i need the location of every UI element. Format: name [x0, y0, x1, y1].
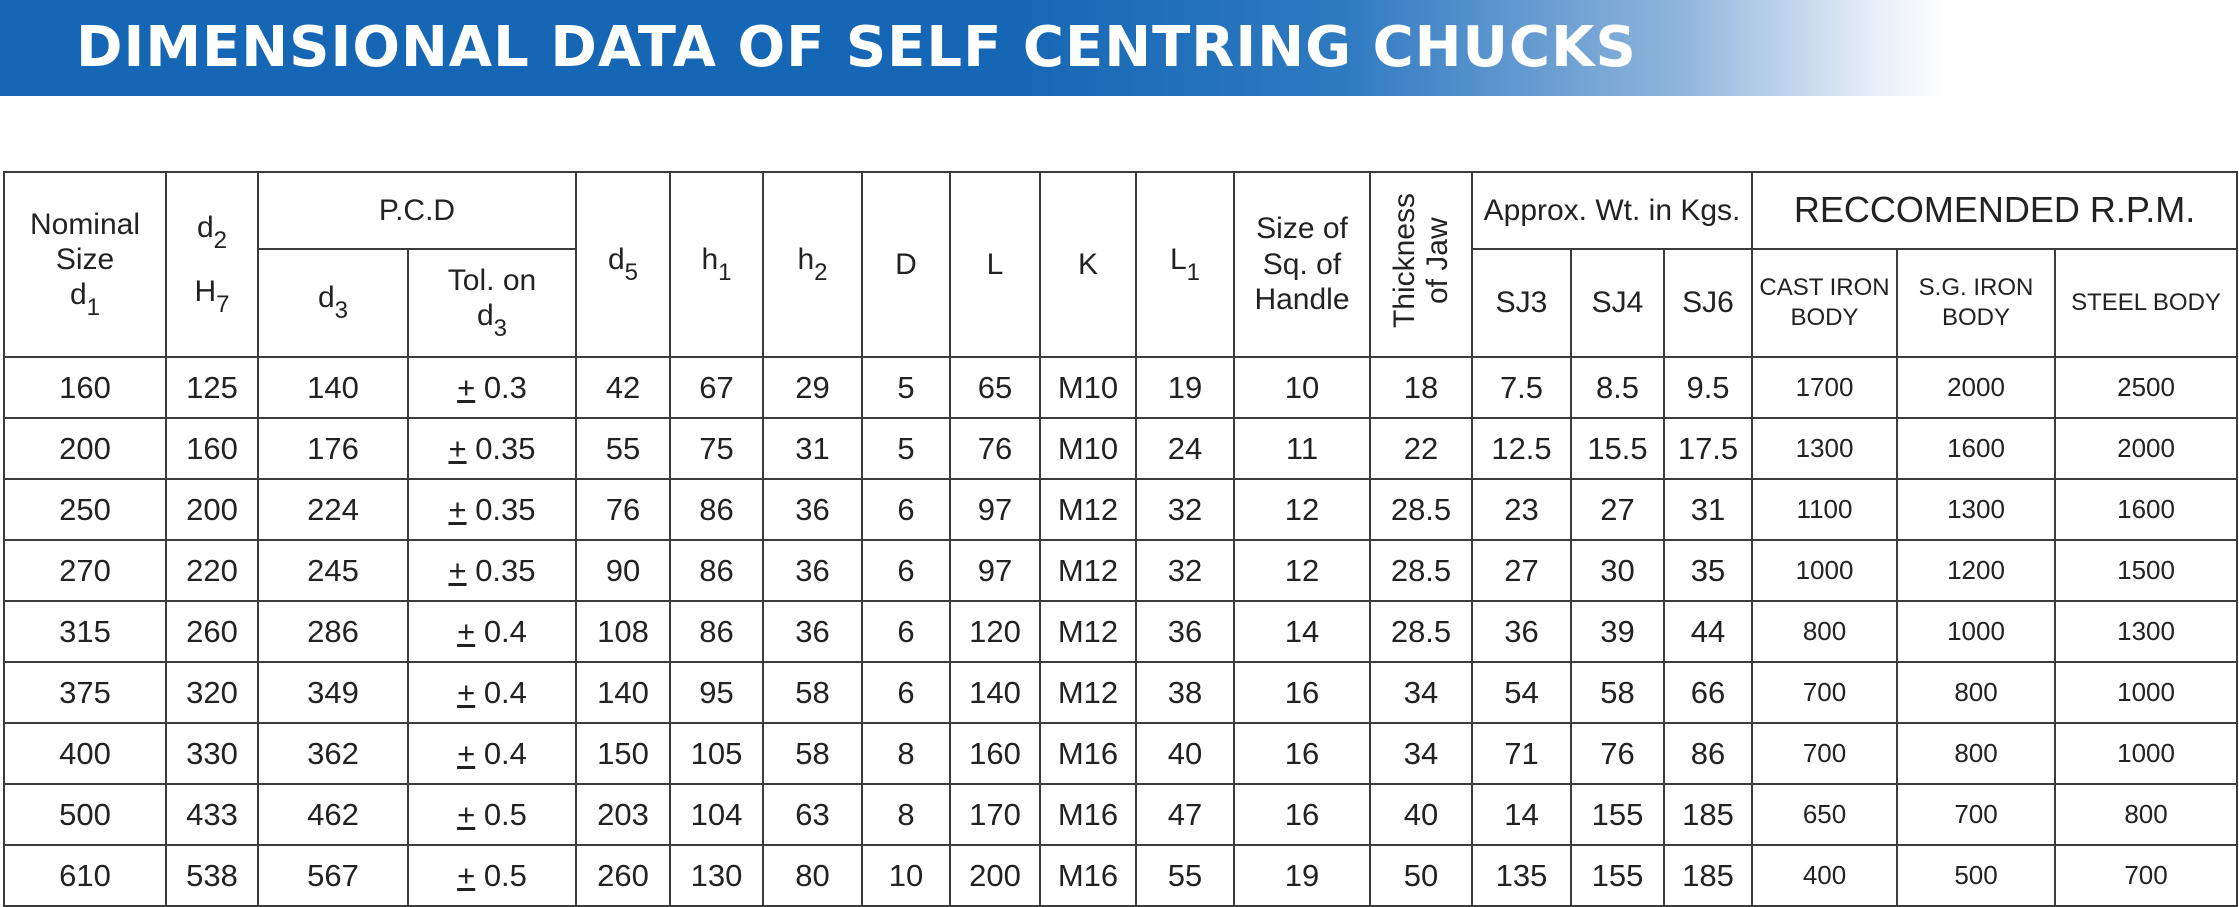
cell-weight-sj3: 14	[1472, 784, 1571, 845]
cell-rpm-cast-iron: 700	[1752, 662, 1897, 723]
plus-minus-sign: +	[457, 796, 476, 832]
cell-jaw-thickness: 18	[1370, 357, 1472, 418]
cell-K: M12	[1040, 540, 1136, 601]
cell-weight-sj4: 155	[1571, 784, 1664, 845]
cell-h2: 36	[763, 540, 862, 601]
cell-h2: 36	[763, 479, 862, 540]
header-pcd: P.C.D	[258, 172, 576, 249]
page-title: DIMENSIONAL DATA OF SELF CENTRING CHUCKS	[76, 15, 1637, 80]
cell-rpm-sg-iron: 2000	[1897, 357, 2055, 418]
cell-D: 10	[862, 845, 950, 906]
plus-minus-sign: +	[448, 552, 467, 588]
cell-rpm-sg-iron: 1000	[1897, 601, 2055, 662]
cell-tolerance	[408, 723, 576, 784]
cell-weight-sj6: 9.5	[1664, 357, 1752, 418]
cell-weight-sj6: 66	[1664, 662, 1752, 723]
cell-nominal-size: 375	[4, 662, 166, 723]
cell-rpm-cast-iron: 1100	[1752, 479, 1897, 540]
tolerance-value: 0.3	[483, 369, 527, 405]
plus-minus-sign: +	[457, 613, 476, 649]
cell-rpm-cast-iron: 650	[1752, 784, 1897, 845]
cell-d3: 286	[258, 601, 408, 662]
cell-d3: 462	[258, 784, 408, 845]
cell-K: M10	[1040, 357, 1136, 418]
cell-jaw-thickness: 50	[1370, 845, 1472, 906]
cell-weight-sj3: 23	[1472, 479, 1571, 540]
plus-minus-sign: +	[448, 491, 467, 527]
cell-tolerance	[408, 662, 576, 723]
cell-nominal-size: 400	[4, 723, 166, 784]
cell-jaw-thickness: 34	[1370, 723, 1472, 784]
plus-minus-sign: +	[457, 369, 476, 405]
tolerance-value: 0.35	[475, 491, 536, 527]
cell-L1: 32	[1136, 479, 1234, 540]
cell-d3: 245	[258, 540, 408, 601]
cell-D: 8	[862, 784, 950, 845]
tolerance-value: 0.4	[483, 674, 527, 710]
cell-h1: 86	[670, 540, 763, 601]
cell-h2: 63	[763, 784, 862, 845]
header-d3: $d_3$	[258, 249, 408, 357]
cell-tolerance	[408, 784, 576, 845]
cell-tolerance	[408, 845, 576, 906]
table-row	[4, 784, 2237, 845]
cell-L1: 38	[1136, 662, 1234, 723]
table-body	[4, 357, 2237, 906]
cell-weight-sj3: 54	[1472, 662, 1571, 723]
cell-weight-sj4: 58	[1571, 662, 1664, 723]
cell-weight-sj4: 76	[1571, 723, 1664, 784]
cell-weight-sj6: 185	[1664, 784, 1752, 845]
cell-nominal-size: 500	[4, 784, 166, 845]
cell-handle-size: 11	[1234, 418, 1370, 479]
cell-weight-sj4: 27	[1571, 479, 1664, 540]
cell-weight-sj3: 12.5	[1472, 418, 1571, 479]
header-sj6: SJ6	[1664, 249, 1752, 357]
cell-nominal-size: 315	[4, 601, 166, 662]
cell-tolerance	[408, 479, 576, 540]
cell-weight-sj4: 39	[1571, 601, 1664, 662]
table-row	[4, 479, 2237, 540]
header-h2: $h_2$	[763, 172, 862, 357]
header-D: D	[862, 172, 950, 357]
cell-weight-sj6: 35	[1664, 540, 1752, 601]
cell-D: 5	[862, 418, 950, 479]
cell-jaw-thickness: 28.5	[1370, 479, 1472, 540]
cell-rpm-cast-iron: 1300	[1752, 418, 1897, 479]
cell-L: 65	[950, 357, 1040, 418]
cell-rpm-cast-iron: 800	[1752, 601, 1897, 662]
title-banner	[0, 0, 2239, 96]
cell-d2: 220	[166, 540, 258, 601]
cell-weight-sj6: 17.5	[1664, 418, 1752, 479]
cell-d5: 55	[576, 418, 670, 479]
header-steel-body: STEEL BODY	[2055, 249, 2237, 357]
cell-rpm-cast-iron: 700	[1752, 723, 1897, 784]
cell-tolerance	[408, 418, 576, 479]
header-approx-weight: Approx. Wt. in Kgs.	[1472, 172, 1752, 249]
cell-rpm-sg-iron: 500	[1897, 845, 2055, 906]
cell-h1: 75	[670, 418, 763, 479]
cell-rpm-steel: 1000	[2055, 662, 2237, 723]
cell-rpm-cast-iron: 1700	[1752, 357, 1897, 418]
cell-h1: 86	[670, 479, 763, 540]
cell-K: M10	[1040, 418, 1136, 479]
cell-weight-sj4: 155	[1571, 845, 1664, 906]
cell-rpm-sg-iron: 700	[1897, 784, 2055, 845]
table-row	[4, 601, 2237, 662]
tolerance-value: 0.5	[483, 796, 527, 832]
header-h1: $h_1$	[670, 172, 763, 357]
dimensional-data-table	[3, 171, 2238, 907]
cell-d5: 90	[576, 540, 670, 601]
cell-rpm-steel: 700	[2055, 845, 2237, 906]
cell-rpm-sg-iron: 800	[1897, 662, 2055, 723]
cell-d5: 140	[576, 662, 670, 723]
cell-d5: 108	[576, 601, 670, 662]
cell-rpm-steel: 1500	[2055, 540, 2237, 601]
cell-handle-size: 14	[1234, 601, 1370, 662]
cell-d2: 260	[166, 601, 258, 662]
cell-rpm-steel: 2500	[2055, 357, 2237, 418]
table-row	[4, 540, 2237, 601]
plus-minus-sign: +	[457, 857, 476, 893]
header-jaw-thickness: Thickness of Jaw	[1370, 172, 1472, 357]
cell-weight-sj6: 31	[1664, 479, 1752, 540]
cell-d3: 224	[258, 479, 408, 540]
cell-d2: 320	[166, 662, 258, 723]
cell-rpm-sg-iron: 1300	[1897, 479, 2055, 540]
cell-K: M12	[1040, 601, 1136, 662]
table-row	[4, 845, 2237, 906]
cell-weight-sj3: 135	[1472, 845, 1571, 906]
tolerance-value: 0.4	[483, 613, 527, 649]
header-d2-h7: $d_2$ $H_7$	[166, 172, 258, 357]
header-L: L	[950, 172, 1040, 357]
cell-weight-sj6: 44	[1664, 601, 1752, 662]
cell-d5: 42	[576, 357, 670, 418]
cell-jaw-thickness: 28.5	[1370, 540, 1472, 601]
cell-jaw-thickness: 34	[1370, 662, 1472, 723]
header-K: K	[1040, 172, 1136, 357]
cell-d2: 330	[166, 723, 258, 784]
cell-nominal-size: 160	[4, 357, 166, 418]
cell-d3: 362	[258, 723, 408, 784]
cell-L: 97	[950, 540, 1040, 601]
table-row	[4, 357, 2237, 418]
cell-weight-sj3: 71	[1472, 723, 1571, 784]
cell-h1: 105	[670, 723, 763, 784]
cell-L: 160	[950, 723, 1040, 784]
cell-tolerance	[408, 357, 576, 418]
cell-d5: 260	[576, 845, 670, 906]
cell-nominal-size: 610	[4, 845, 166, 906]
header-nominal-size: Nominal Size $d_1$	[4, 172, 166, 357]
tolerance-value: 0.4	[483, 735, 527, 771]
cell-weight-sj4: 8.5	[1571, 357, 1664, 418]
header-cast-iron-body: CAST IRON BODY	[1752, 249, 1897, 357]
cell-handle-size: 19	[1234, 845, 1370, 906]
cell-L1: 40	[1136, 723, 1234, 784]
cell-K: M12	[1040, 662, 1136, 723]
cell-L1: 47	[1136, 784, 1234, 845]
cell-h1: 95	[670, 662, 763, 723]
cell-jaw-thickness: 28.5	[1370, 601, 1472, 662]
cell-weight-sj3: 27	[1472, 540, 1571, 601]
cell-d5: 150	[576, 723, 670, 784]
cell-jaw-thickness: 40	[1370, 784, 1472, 845]
cell-d3: 567	[258, 845, 408, 906]
cell-rpm-steel: 1600	[2055, 479, 2237, 540]
cell-h2: 31	[763, 418, 862, 479]
cell-weight-sj6: 185	[1664, 845, 1752, 906]
cell-nominal-size: 200	[4, 418, 166, 479]
cell-tolerance	[408, 601, 576, 662]
cell-L: 170	[950, 784, 1040, 845]
cell-L: 200	[950, 845, 1040, 906]
tolerance-value: 0.5	[483, 857, 527, 893]
cell-h2: 29	[763, 357, 862, 418]
plus-minus-sign: +	[457, 674, 476, 710]
cell-rpm-sg-iron: 1200	[1897, 540, 2055, 601]
cell-D: 5	[862, 357, 950, 418]
cell-rpm-sg-iron: 1600	[1897, 418, 2055, 479]
header-recommended-rpm: RECCOMENDED R.P.M.	[1752, 172, 2237, 249]
cell-nominal-size: 270	[4, 540, 166, 601]
cell-handle-size: 16	[1234, 723, 1370, 784]
cell-rpm-steel: 800	[2055, 784, 2237, 845]
table-row	[4, 662, 2237, 723]
cell-L1: 24	[1136, 418, 1234, 479]
cell-nominal-size: 250	[4, 479, 166, 540]
cell-jaw-thickness: 22	[1370, 418, 1472, 479]
plus-minus-sign: +	[448, 430, 467, 466]
cell-h1: 67	[670, 357, 763, 418]
cell-D: 8	[862, 723, 950, 784]
cell-K: M16	[1040, 784, 1136, 845]
cell-h2: 36	[763, 601, 862, 662]
cell-L: 76	[950, 418, 1040, 479]
cell-weight-sj4: 15.5	[1571, 418, 1664, 479]
cell-rpm-cast-iron: 1000	[1752, 540, 1897, 601]
table-row	[4, 723, 2237, 784]
cell-D: 6	[862, 479, 950, 540]
cell-d2: 538	[166, 845, 258, 906]
cell-d5: 203	[576, 784, 670, 845]
cell-L1: 55	[1136, 845, 1234, 906]
cell-weight-sj6: 86	[1664, 723, 1752, 784]
cell-rpm-steel: 1000	[2055, 723, 2237, 784]
cell-rpm-steel: 2000	[2055, 418, 2237, 479]
cell-handle-size: 10	[1234, 357, 1370, 418]
header-sj3: SJ3	[1472, 249, 1571, 357]
cell-L1: 36	[1136, 601, 1234, 662]
cell-handle-size: 12	[1234, 479, 1370, 540]
cell-L: 120	[950, 601, 1040, 662]
cell-d3: 176	[258, 418, 408, 479]
cell-weight-sj3: 36	[1472, 601, 1571, 662]
cell-d2: 125	[166, 357, 258, 418]
cell-d3: 349	[258, 662, 408, 723]
table-row	[4, 418, 2237, 479]
cell-rpm-steel: 1300	[2055, 601, 2237, 662]
cell-L: 140	[950, 662, 1040, 723]
tolerance-value: 0.35	[475, 552, 536, 588]
cell-h1: 130	[670, 845, 763, 906]
header-tolerance-d3: Tol. on $d_3$	[408, 249, 576, 357]
header-sj4: SJ4	[1571, 249, 1664, 357]
cell-h1: 104	[670, 784, 763, 845]
cell-rpm-sg-iron: 800	[1897, 723, 2055, 784]
cell-K: M16	[1040, 845, 1136, 906]
cell-K: M12	[1040, 479, 1136, 540]
plus-minus-sign: +	[457, 735, 476, 771]
cell-weight-sj3: 7.5	[1472, 357, 1571, 418]
cell-L: 97	[950, 479, 1040, 540]
cell-h1: 86	[670, 601, 763, 662]
cell-d3: 140	[258, 357, 408, 418]
cell-L1: 19	[1136, 357, 1234, 418]
cell-h2: 58	[763, 723, 862, 784]
cell-h2: 58	[763, 662, 862, 723]
cell-handle-size: 12	[1234, 540, 1370, 601]
cell-tolerance	[408, 540, 576, 601]
cell-L1: 32	[1136, 540, 1234, 601]
cell-K: M16	[1040, 723, 1136, 784]
header-handle-size: Size of Sq. of Handle	[1234, 172, 1370, 357]
cell-handle-size: 16	[1234, 662, 1370, 723]
cell-rpm-cast-iron: 400	[1752, 845, 1897, 906]
cell-d2: 160	[166, 418, 258, 479]
cell-handle-size: 16	[1234, 784, 1370, 845]
header-sg-iron-body: S.G. IRON BODY	[1897, 249, 2055, 357]
cell-d2: 433	[166, 784, 258, 845]
cell-D: 6	[862, 540, 950, 601]
cell-h2: 80	[763, 845, 862, 906]
cell-weight-sj4: 30	[1571, 540, 1664, 601]
tolerance-value: 0.35	[475, 430, 536, 466]
header-d5: $d_5$	[576, 172, 670, 357]
header-L1: $L_1$	[1136, 172, 1234, 357]
cell-D: 6	[862, 601, 950, 662]
cell-D: 6	[862, 662, 950, 723]
cell-d2: 200	[166, 479, 258, 540]
cell-d5: 76	[576, 479, 670, 540]
